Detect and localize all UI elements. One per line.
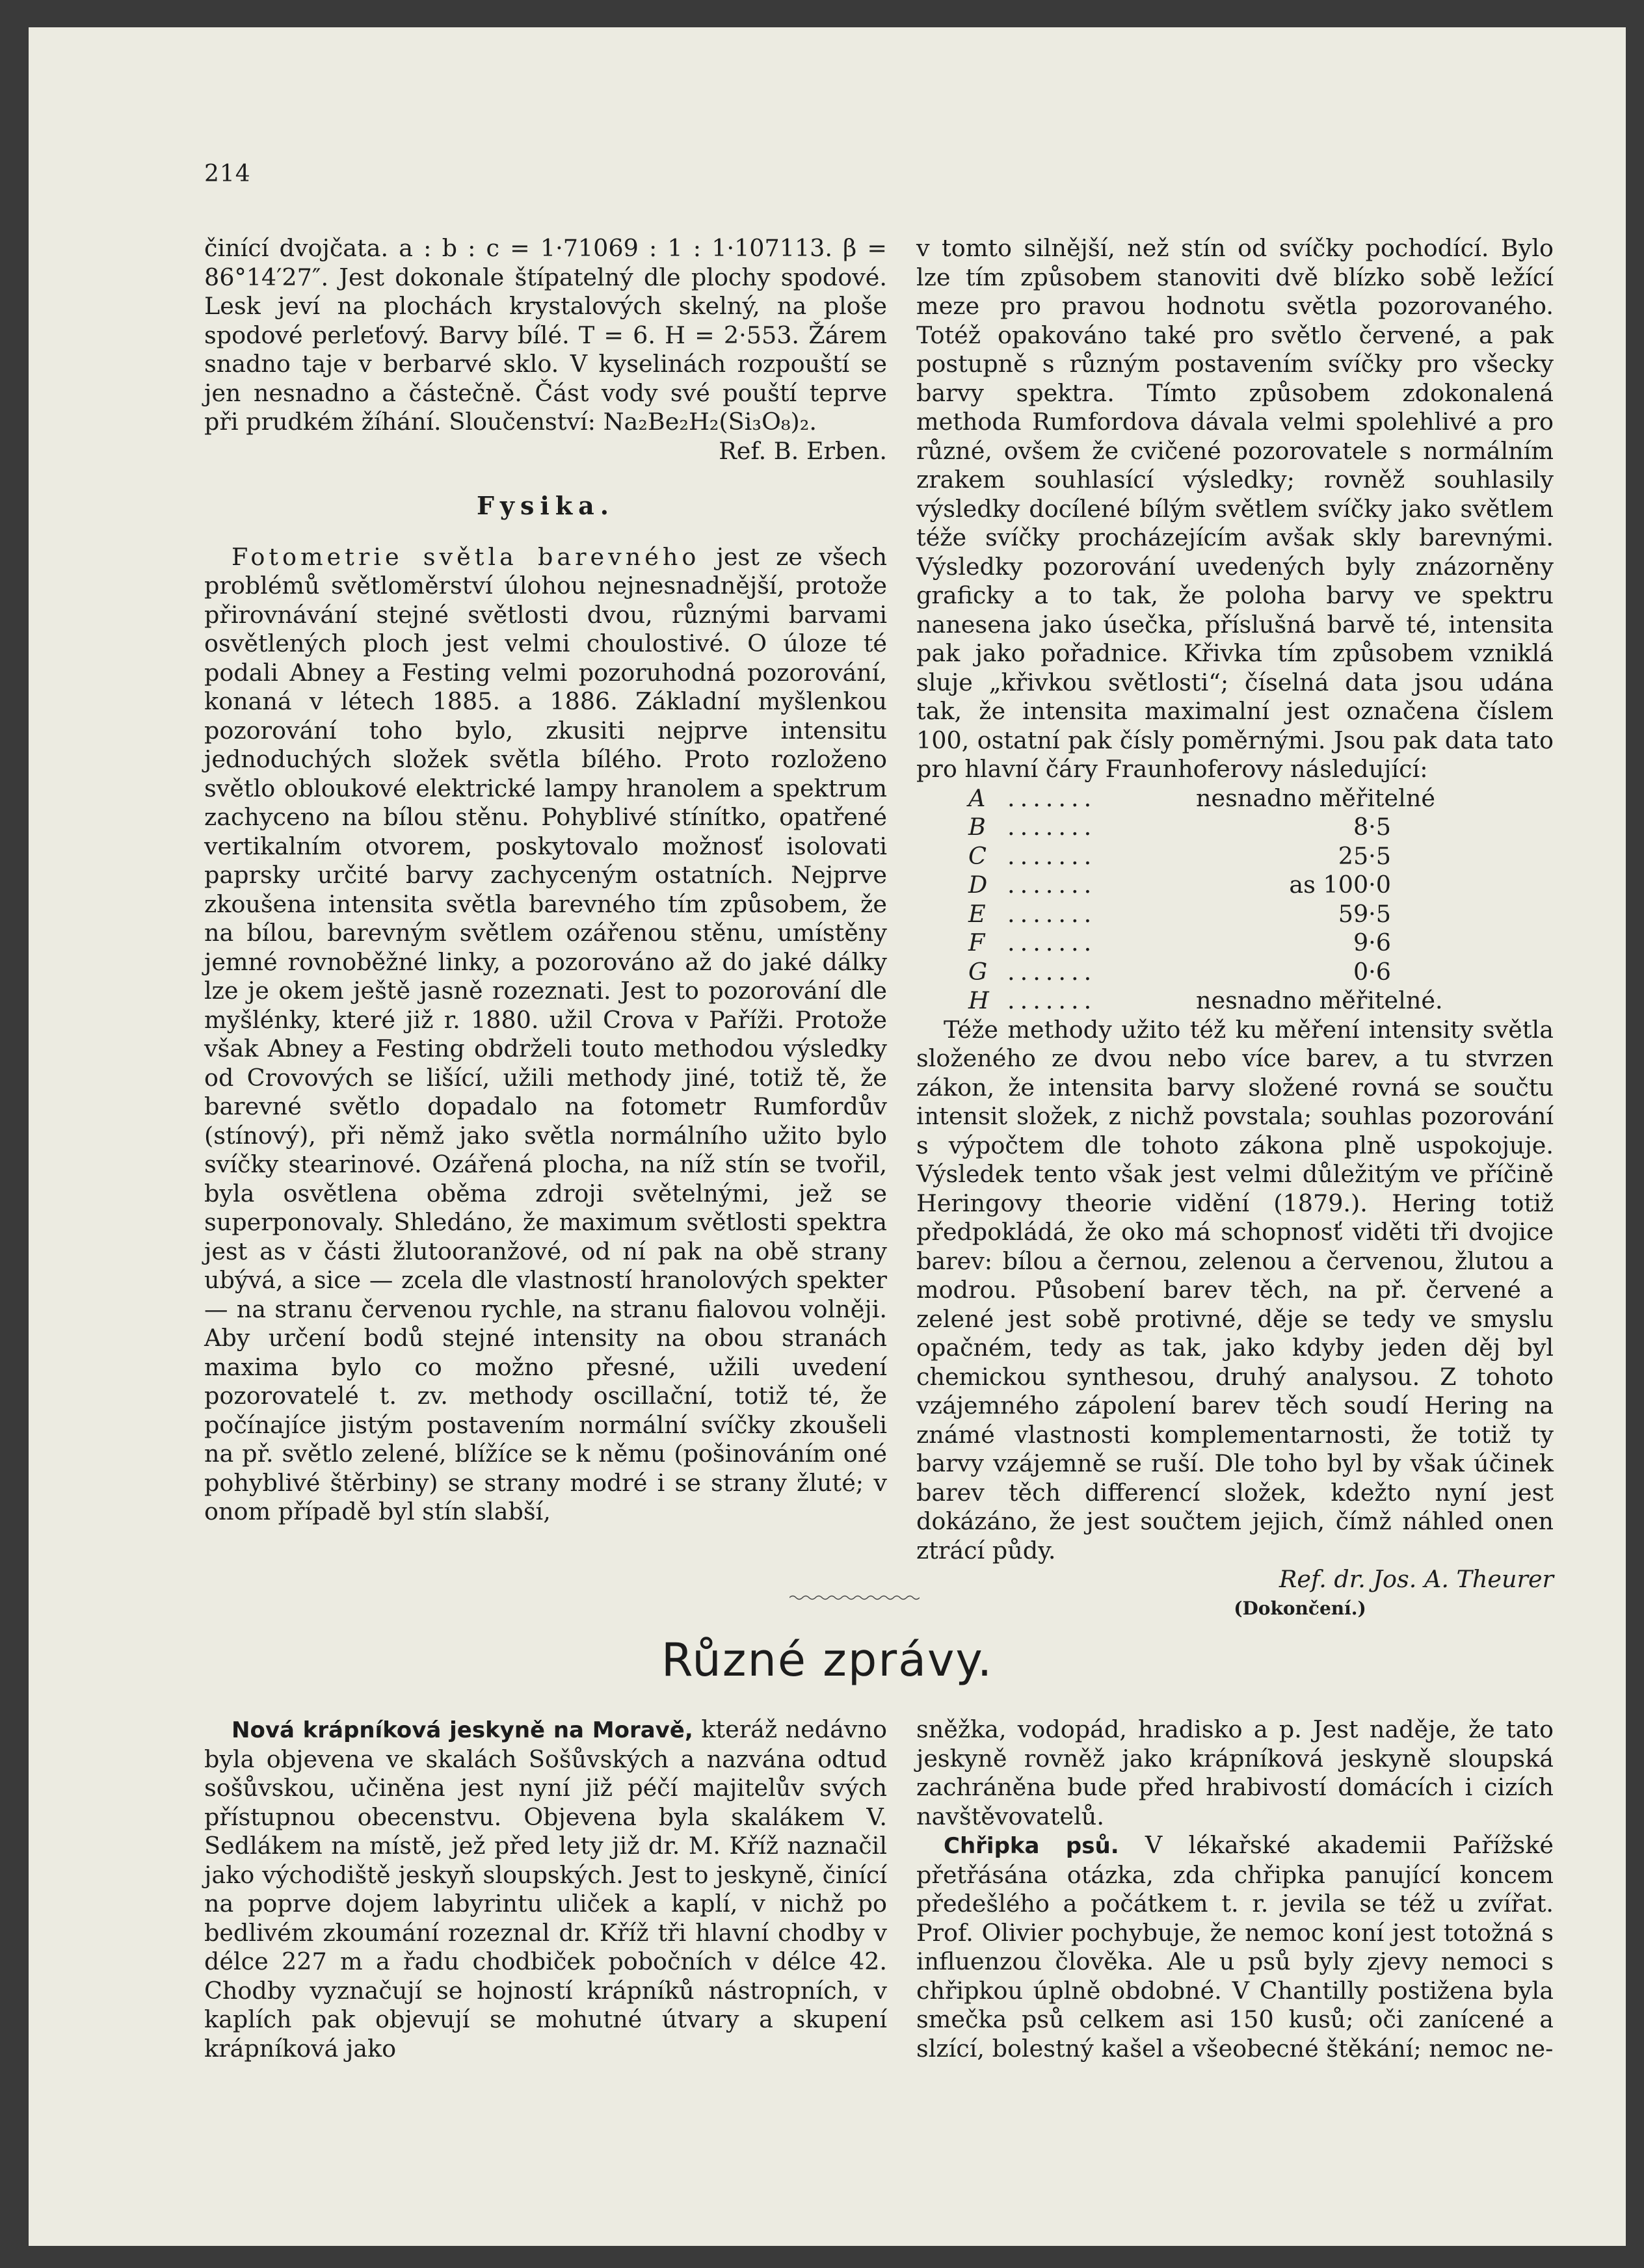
cave-paragraph-cont: sněžka, vodopád, hradisko a p. Jest naděje, že tato jeskyně rovněž jako krápníková jeskyně sloupská zachráněna bude před hrabivostí domácích i cizích navštěvovatelů. xyxy=(916,1715,1554,1830)
fraunhofer-dots: ....... xyxy=(1007,986,1097,1014)
fraunhofer-row xyxy=(968,871,1554,900)
right-column xyxy=(916,234,1554,1623)
fraunhofer-value: 8·5 xyxy=(1353,813,1391,841)
news-right-column xyxy=(916,1715,1554,2063)
fraunhofer-value: nesnadno měřitelné. xyxy=(1196,986,1443,1014)
photometry-lead: Fotometrie světla barevného xyxy=(232,542,700,571)
fraunhofer-value: nesnadno měřitelné xyxy=(1196,784,1435,812)
fraunhofer-line: D xyxy=(968,871,988,899)
fraunhofer-line: H xyxy=(968,986,989,1014)
photometry-paragraph-cont: v tomto silnější, než stín od svíčky pochodící. Bylo lze tím způsobem stanoviti dvě blízko sobě ležící meze pro pravou hodnotu světla pozorovaného. Totéž opakováno také pro světlo červené, a pak postupně s různým postavením svíčky pro všecky barvy spektra. Tímto způsobem zdokonalená methoda Rumfordova dávala velmi spolehlivé a pro různé, ovšem že cvičené pozorovatele s normálním zrakem souhlasící výsledky; rovněž souhlasily výsledky docílené bílým světlem svíčky jako světlem téže svíčky procházejícím avšak skly barevnými. Výsledky pozorování uvedených byly znázorněny graficky a to tak, že poloha barvy ve spektru nanesena jako úsečka, příslušná barvě té, intensita pak jako pořadnice. Křivka tím způsobem vzniklá sluje „křivkou světlosti“; číselná data jsou udána tak, že intensita maximalní jest označena číslem 100, ostatní pak čísly poměrnými. Jsou pak data tato pro hlavní čáry Fraunhoferovy následující: xyxy=(916,234,1554,783)
fraunhofer-row xyxy=(968,958,1554,987)
cave-paragraph xyxy=(204,1715,887,2063)
mineral-paragraph: činící dvojčata. a : b : c = 1·71069 : 1 : 1·107113. β = 86°14′27″. Jest dokonale štípatelný dle plochy spodové. Lesk jeví na plochách krystalových skelný, na ploše spodové perleťový. Barvy bílé. T = 6. H = 2·553. Žárem snadno taje v berbarvé sklo. V kyselinách rozpouští se jen nesnadno a částečně. Část vody své pouští teprve při prudkém žíhání. Sloučenství: Na₂Be₂H₂(Si₃O₈)₂. xyxy=(204,234,887,436)
fraunhofer-line: F xyxy=(968,929,985,956)
left-column xyxy=(204,234,887,1527)
fraunhofer-table xyxy=(968,784,1554,1016)
fraunhofer-value: 9·6 xyxy=(1353,929,1391,956)
fraunhofer-dots: ....... xyxy=(1007,813,1097,841)
fraunhofer-row xyxy=(968,842,1554,871)
cave-lead: Nová krápníková jeskyně na Moravě, xyxy=(232,1717,693,1743)
fraunhofer-row xyxy=(968,986,1554,1016)
fraunhofer-dots: ....... xyxy=(1007,784,1097,812)
journal-page xyxy=(29,27,1626,2246)
continued-note: (Dokončení.) xyxy=(1234,1597,1366,1619)
fraunhofer-line: B xyxy=(968,813,986,841)
fraunhofer-line: G xyxy=(968,957,988,986)
fraunhofer-row xyxy=(968,813,1554,842)
fraunhofer-dots: ....... xyxy=(1007,929,1097,956)
cave-text: kteráž nedávno byla objevena ve skalách Sošůvských a nazvána odtud sošůvskou, učiněna jest nyní již péčí majitelův svých přístupnou obecenstvu. Objevena byla skalákem V. Sedlákem na místě, jež před lety již dr. M. Kříž naznačil jako východiště jeskyň sloupských. Jest to jeskyně, činící na poprve dojem labyrintu uliček a kaplí, v nichž po bedlivém zkoumání rozeznal dr. Kříž tři hlavní chodby v délce 227 m a řadu chodbiček pobočních v délce 42. Chodby vyznačují se hojností krápníků nástropních, v kaplích pak objevují se mohutné útvary a skupení krápníková jako xyxy=(204,1715,887,2063)
fraunhofer-row xyxy=(968,929,1554,958)
hering-paragraph: Téže methody užito též ku měření intensity světla složeného ze dvou nebo více barev, a tu stvrzen zákon, že intensita barvy složené rovná se součtu intensit složek, z nichž povstala; souhlas pozorování s výpočtem dle tohoto zákona plně uspokojuje. Výsledek tento však jest velmi důležitým ve příčině Heringovy theorie vidění (1879.). Hering totiž předpokládá, že oko má schopnosť viděti tři dvojice barev: bílou a černou, zelenou a červenou, žlutou a modrou. Působení barev těch, na př. červené a zelené jest sobě protivné, děje se tedy ve smyslu opačném, tedy as tak, jako kdyby jeden děj byl chemickou synthesou, druhý analysou. Z tohoto vzájemného zápolení barev těch soudí Hering na známé vlastnosti komplementarnosti, že totiž ty barvy vzájemně se ruší. Dle toho byl by však účinek barev těch differencí složek, kdežto nyní jest dokázáno, že jest součtem jejich, čímž náhled onen ztrácí půdy. xyxy=(916,1015,1554,1564)
fraunhofer-dots: ....... xyxy=(1007,899,1097,928)
news-section-title: Různé zprávy. xyxy=(661,1633,994,1687)
decorative-divider xyxy=(789,1594,920,1601)
photometry-paragraph xyxy=(204,543,887,1527)
fraunhofer-dots: ....... xyxy=(1007,871,1097,899)
fraunhofer-line: C xyxy=(968,841,987,870)
fraunhofer-line: A xyxy=(968,784,986,812)
page-number: 214 xyxy=(204,161,251,187)
flu-text: V lékařské akademii Pařížské přetřásána otázka, zda chřipka panující koncem předešlého a počátkem t. r. jevila se též u zvířat. Prof. Olivier pochybuje, že nemoc koní jest totožná s influenzou člověka. Ale u psů byly zjevy nemoci s chřipkou úplně obdobné. V Chantilly postižena byla smečka psů celkem asi 150 kusů; oči zanícené a slzící, bolestný kašel a všeobecné štěkání; nemoc ne- xyxy=(916,1831,1554,2063)
flu-lead: Chřipka psů. xyxy=(944,1833,1119,1859)
fraunhofer-line: E xyxy=(968,899,986,928)
news-left-column xyxy=(204,1715,887,2063)
fraunhofer-value: 25·5 xyxy=(1338,841,1391,870)
photometry-text: jest ze všech problémů světloměrství úlohou nejnesnadnější, protože přirovnávání stejné světlosti dvou, různými barvami osvětlených ploch jest velmi choulostivé. O úloze té podali Abney a Festing velmi pozoruhodná pozorování, konaná v létech 1885. a 1886. Základní myšlenkou pozorování toho bylo, zkusiti nejprve intensitu jednoduchých složek světla bílého. Proto rozloženo světlo obloukové elektrické lampy hranolem a spektrum zachyceno na bílou stěnu. Pohyblivé stínítko, opatřené vertikalním otvorem, poskytovalo možnosť isolovati paprsky určité barvy zachyceným ostatních. Nejprve zkoušena intensita světla barevného tím způsobem, že na bílou, barevným světlem ozářenou stěnu, umístěny jemné rovnoběžné linky, a pozorováno až do jaké dálky lze je okem ještě jasně rozeznati. Jest to pozorování dle myšlénky, které již r. 1880. užil Crova v Paříži. Protože však Abney a Festing obdrželi touto methodou výsledky od Crovových se lišící, užili methody jiné, totiž tě, že barevné světlo dopadalo na fotometr Rumfordův (stínový), při němž jako světla normálního užito bylo svíčky stearinové. Ozářená plocha, na níž stín se tvořil, byla osvětlena oběma zdroji světelnými, jež se superponovaly. Shledáno, že maximum světlosti spektra jest as v části žlutooranžové, od ní pak na obě strany ubývá, a sice — zcela dle vlastností hranolových spekter — na stranu červenou rychle, na stranu fialovou volněji. Aby určení bodů stejné intensity na obou stranách maxima bylo co možno přesné, užili uvedení pozorovatelé t. zv. methody oscillační, totiž té, že počínajíce jistým postavením normální svíčky zkoušeli na př. světlo zelené, blížíce se k němu (pošinováním oné pohyblivé štěrbiny) se strany modré i se strany žluté; v onom případě byl stín slabší, xyxy=(204,542,887,1525)
fraunhofer-row xyxy=(968,900,1554,929)
fraunhofer-value: 0·6 xyxy=(1353,957,1391,986)
mineral-reference: Ref. B. Erben. xyxy=(719,436,887,465)
section-heading-fysika: Fysika. xyxy=(476,491,615,520)
fraunhofer-value: 59·5 xyxy=(1338,899,1391,928)
physics-reference: Ref. dr. Jos. A. Theurer xyxy=(1279,1565,1554,1593)
fraunhofer-dots: ....... xyxy=(1007,957,1097,986)
fraunhofer-value: as 100·0 xyxy=(1289,871,1391,899)
flu-paragraph xyxy=(916,1831,1554,2063)
fraunhofer-dots: ....... xyxy=(1007,841,1097,870)
fraunhofer-row xyxy=(968,784,1554,813)
